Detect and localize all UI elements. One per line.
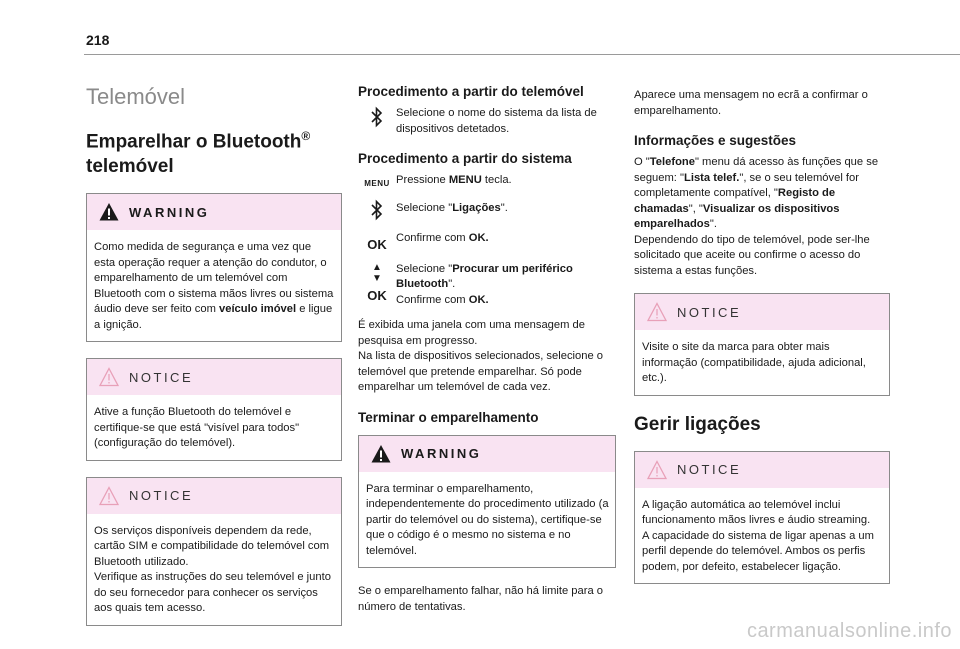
warning-box xyxy=(358,435,616,569)
warning-text: Para terminar o emparelhamento, independentemente do procedimento utilizado (a partir do telemóvel ou do sistema), certifique-se que o código é o mesmo no sistema e no telemóvel. xyxy=(366,482,609,557)
notice-triangle-icon xyxy=(99,486,119,506)
paragraph: Aparece uma mensagem no ecrã a confirmar o emparelhamento. xyxy=(634,89,868,117)
column-2 xyxy=(358,84,616,615)
notice-header xyxy=(87,359,341,395)
notice-triangle-icon xyxy=(647,302,667,322)
paragraph: Na lista de dispositivos selecionados, selecione o telemóvel que pretende emparelhar. Só pode emparelhar um telemóvel de cada vez. xyxy=(358,350,604,393)
heading-procedure-system: Procedimento a partir do sistema xyxy=(358,151,572,166)
paragraph: Se o emparelhamento falhar, não há limite para o número de tentativas. xyxy=(358,585,604,613)
paragraph: Dependendo do tipo de telemóvel, pode ser-lhe solicitado que aceite ou confirme o acesso do sistema a estas funções. xyxy=(634,233,870,277)
arrow-down-icon: ▼ xyxy=(372,272,382,284)
notice-text: Visite o site da marca para obter mais informação (compatibilidade, ajuda adicional, etc.). xyxy=(642,341,866,384)
notice-text: Ative a função Bluetooth do telemóvel e certifique-se que está "visível para todos" (configuração do telemóvel). xyxy=(94,406,300,450)
step-item xyxy=(358,106,616,137)
notice-title: NOTICE xyxy=(129,488,194,504)
bluetooth-icon xyxy=(371,199,383,221)
step-text: Confirme com OK. xyxy=(396,293,489,306)
heading-procedure-phone: Procedimento a partir do telemóvel xyxy=(358,84,584,99)
step-item xyxy=(358,262,616,309)
step-item xyxy=(358,173,616,189)
bluetooth-icon xyxy=(371,106,383,128)
notice-box xyxy=(634,293,890,396)
step-item xyxy=(358,231,616,252)
step-text: Pressione MENU tecla. xyxy=(396,174,512,186)
notice-title: NOTICE xyxy=(129,369,194,385)
notice-text: A capacidade do sistema de ligar apenas a um perfil depende do telemóvel. Ambos os perfis podem, por defeito, estabelecer ligação. xyxy=(642,529,874,573)
warning-header xyxy=(359,436,615,472)
notice-title: NOTICE xyxy=(677,462,742,477)
notice-text: Verifique as instruções do seu telemóvel e junto do seu fornecedor para conhecer os serviços aos quais tem acesso. xyxy=(94,571,331,615)
heading-info-tips: Informações e sugestões xyxy=(634,133,797,148)
notice-box xyxy=(86,358,342,461)
notice-box xyxy=(86,477,342,626)
notice-text: A ligação automática ao telemóvel inclui funcionamento mãos livres e áudio streaming. xyxy=(642,498,871,526)
ok-key-icon: OK xyxy=(367,287,387,303)
step-text: Selecione "Ligações". xyxy=(396,201,508,214)
warning-header xyxy=(87,194,341,230)
ok-key-icon: OK xyxy=(367,236,387,252)
heading-end-pairing: Terminar o emparelhamento xyxy=(358,409,539,425)
notice-header xyxy=(635,452,889,488)
paragraph: O "Telefone" menu dá acesso às funções que se seguem: "Lista telef.", se o seu telemóvel for completamente compatível, "Registo de chamadas", "Visualizar os dispositivos emparelhados". xyxy=(634,156,879,230)
notice-triangle-icon xyxy=(647,460,667,480)
notice-box xyxy=(634,451,890,585)
menu-key-icon: MENU xyxy=(364,179,390,188)
watermark-site: carmanualsonline.info xyxy=(746,620,952,642)
column-3 xyxy=(634,84,890,600)
notice-header xyxy=(87,478,341,514)
notice-header xyxy=(635,294,889,330)
warning-title: WARNING xyxy=(401,446,482,461)
step-text: Selecione o nome do sistema da lista de dispositivos detetados. xyxy=(396,107,597,135)
step-text: Selecione "Procurar um periférico Bluetooth". xyxy=(396,262,573,290)
heading-bluetooth-pairing: Emparelhar o Bluetooth® telemóvel xyxy=(86,129,311,178)
heading-manage-connections: Gerir ligações xyxy=(634,413,761,435)
warning-triangle-icon xyxy=(371,444,391,464)
page-number: 218 xyxy=(86,32,110,48)
warning-text: Como medida de segurança e uma vez que esta operação requer a atenção do condutor, o emparelhamento de um telemóvel com Bluetooth com o sistema mãos livres ou sistema áudio deve ser feito com veículo imóvel e ligue a ignição. xyxy=(94,241,334,331)
notice-text: Os serviços disponíveis dependem da rede, cartão SIM e compatibilidade do telemóvel com Bluetooth utilizado. xyxy=(94,524,330,568)
paragraph: É exibida uma janela com uma mensagem de pesquisa em progresso. xyxy=(358,319,585,347)
step-item xyxy=(358,199,616,221)
warning-title: WARNING xyxy=(129,204,210,220)
notice-triangle-icon xyxy=(99,367,119,387)
step-text: Confirme com OK. xyxy=(396,231,489,244)
warning-box xyxy=(86,193,342,342)
top-rule xyxy=(84,54,960,55)
arrow-up-icon: ▲ xyxy=(372,261,382,273)
section-title: Telemóvel xyxy=(86,84,186,109)
warning-triangle-icon xyxy=(99,202,119,222)
notice-title: NOTICE xyxy=(677,304,742,320)
column-1 xyxy=(86,84,342,642)
